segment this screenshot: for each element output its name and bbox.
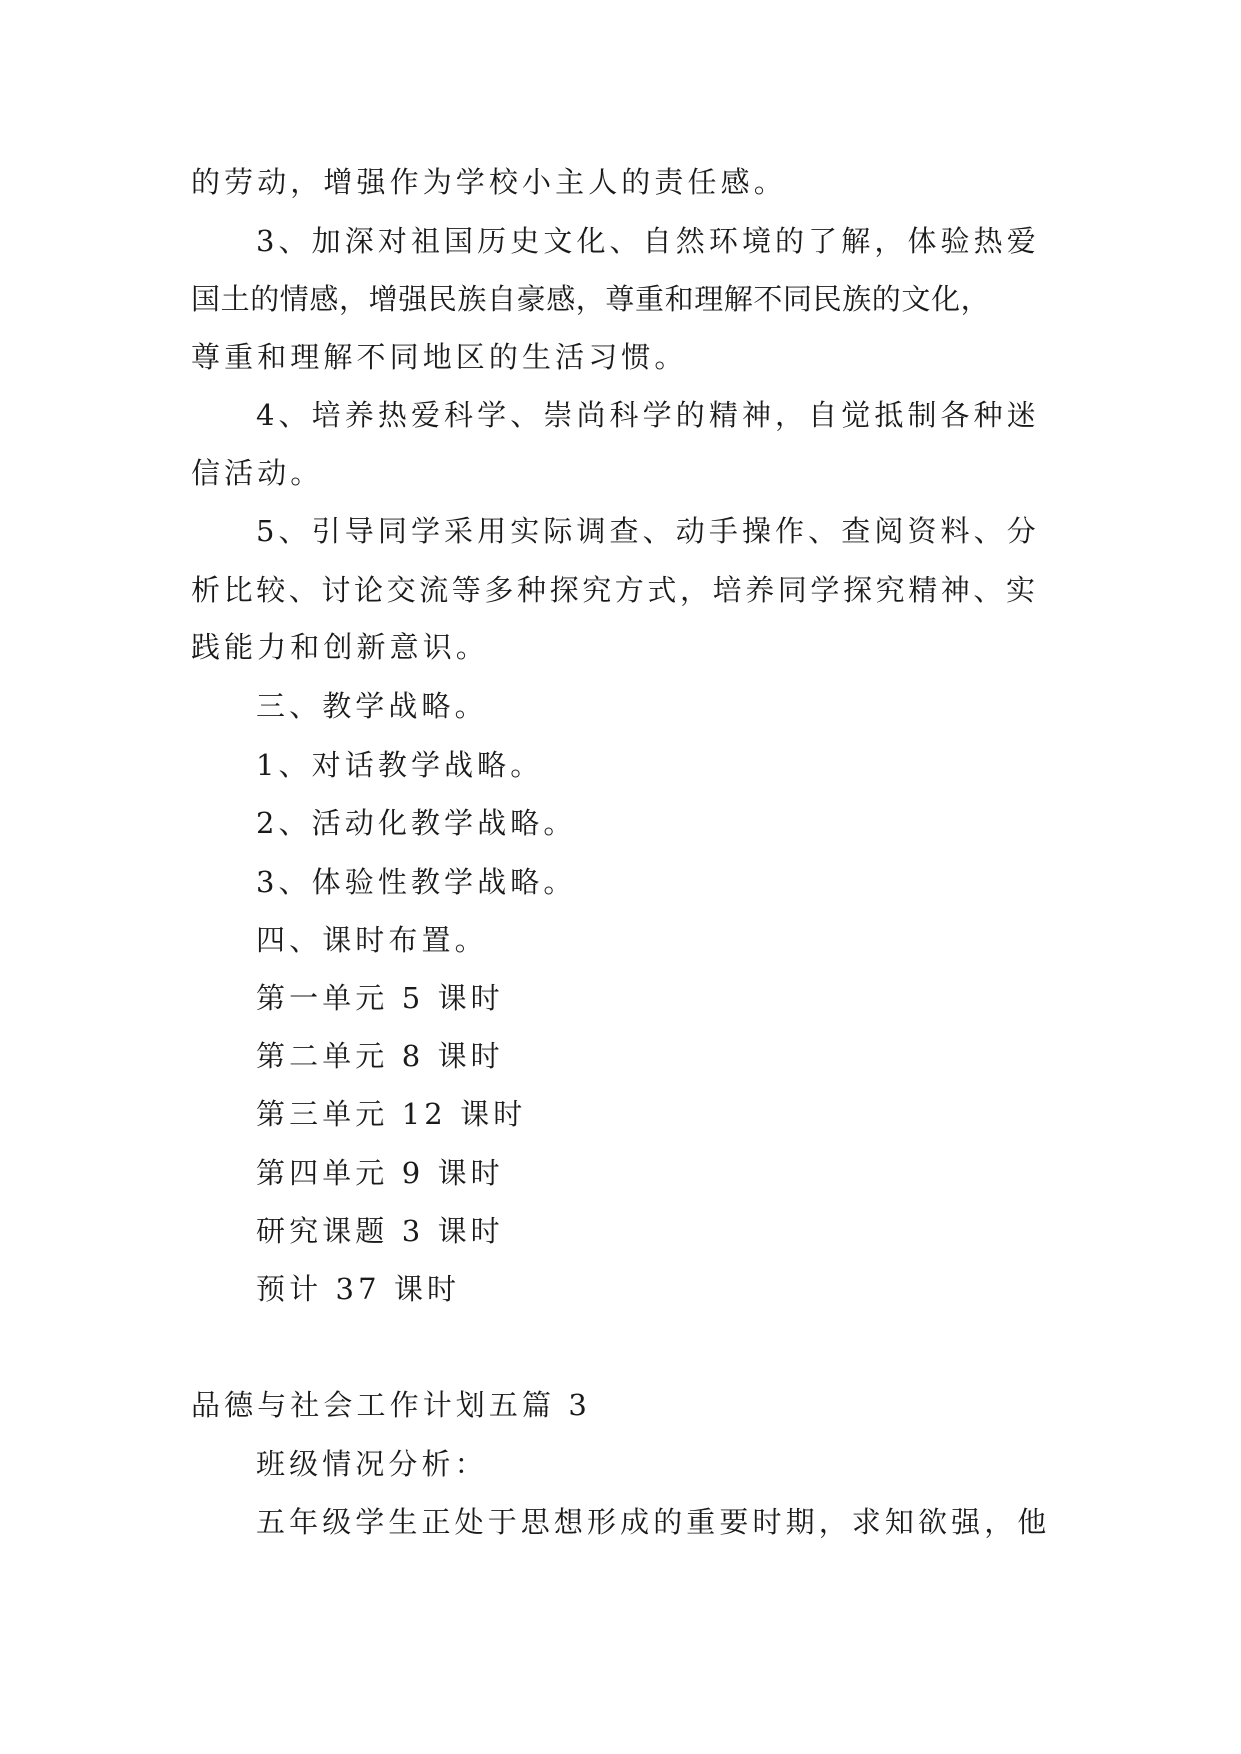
list-item: 第四单元 9 课时 [256,1156,504,1190]
section-heading: 四、课时布置。 [256,923,488,957]
list-item: 2、活动化教学战略。 [256,806,577,840]
list-item: 第二单元 8 课时 [256,1039,504,1073]
paragraph-line: 国土的情感，增强民族自豪感，尊重和理解不同民族的文化， [191,282,991,316]
list-item: 预计 37 课时 [256,1272,461,1306]
document-title: 品德与社会工作计划五篇 3 [191,1388,591,1422]
paragraph-line: 尊重和理解不同地区的生活习惯。 [191,340,688,374]
list-item: 3、体验性教学战略。 [256,865,577,899]
list-item: 研究课题 3 课时 [256,1214,504,1248]
paragraph-line: 5、引导同学采用实际调查、动手操作、查阅资料、分 [256,514,1040,548]
paragraph-line: 3、加深对祖国历史文化、自然环境的了解，体验热爱 [256,224,1040,258]
list-item: 第一单元 5 课时 [256,981,504,1015]
paragraph-line: 信活动。 [191,456,324,490]
list-item: 1、对话教学战略。 [256,748,544,782]
list-item: 第三单元 12 课时 [256,1097,527,1131]
section-heading: 三、教学战略。 [256,689,488,723]
paragraph-line: 的劳动，增强作为学校小主人的责任感。 [191,165,787,199]
paragraph-line: 析比较、讨论交流等多种探究方式，培养同学探究精神、实 [191,573,1039,607]
paragraph-line: 五年级学生正处于思想形成的重要时期，求知欲强，他 [256,1505,1051,1539]
paragraph-line: 践能力和创新意识。 [191,630,489,664]
paragraph-line: 4、培养热爱科学、崇尚科学的精神，自觉抵制各种迷 [256,398,1040,432]
section-heading: 班级情况分析： [256,1447,488,1481]
